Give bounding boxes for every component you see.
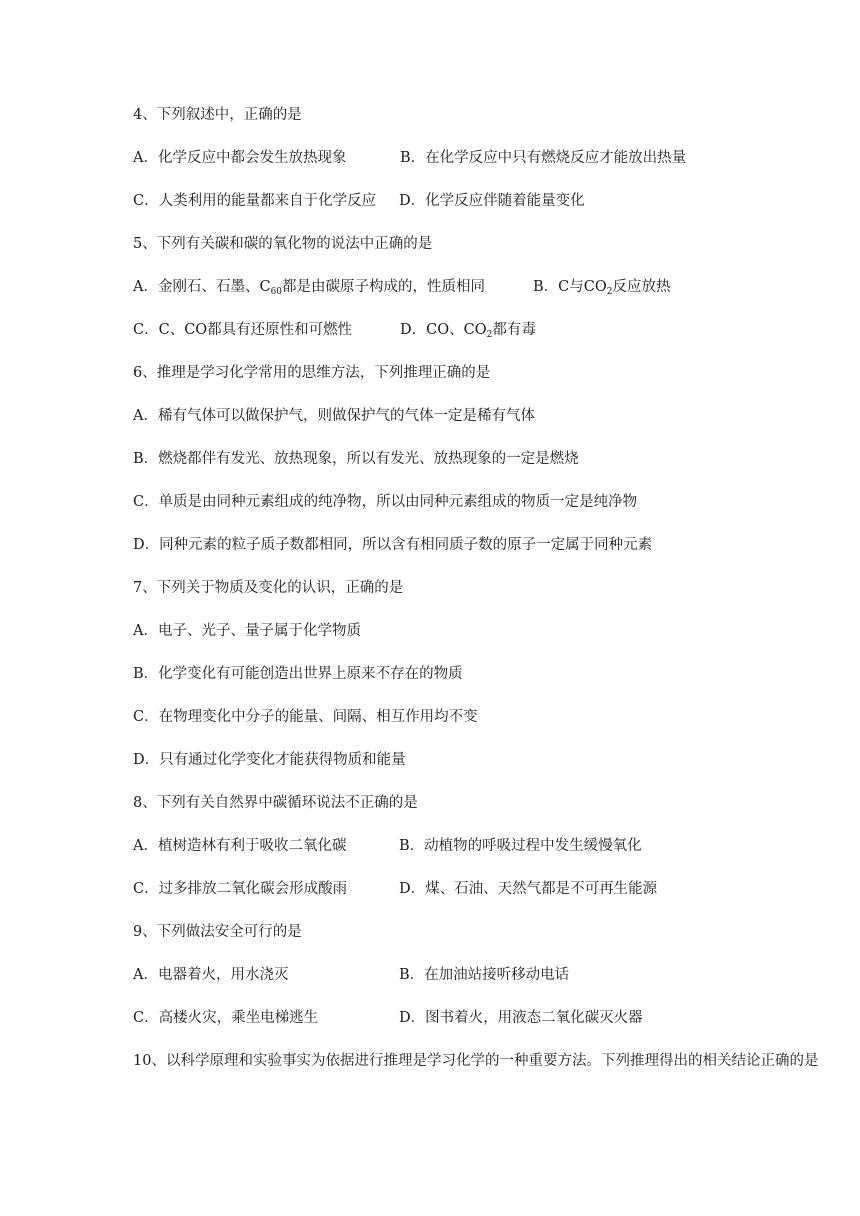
question-9-stem: 9、下列做法安全可行的是: [133, 924, 302, 940]
question-6-option-d: D．同种元素的粒子质子数都相同，所以含有相同质子数的原子一定属于同种元素: [133, 537, 653, 553]
question-7-option-b: B．化学变化有可能创造出世界上原来不存在的物质: [133, 666, 463, 682]
question-6-option-b: B．燃烧都伴有发光、放热现象，所以有发光、放热现象的一定是燃烧: [133, 451, 579, 467]
question-5-option-c: C．C、CO都具有还原性和可燃性: [133, 322, 353, 338]
question-6-stem: 6、推理是学习化学常用的思维方法，下列推理正确的是: [133, 365, 491, 381]
question-5-stem: 5、下列有关碳和碳的氧化物的说法中正确的是: [133, 236, 433, 252]
question-7-option-c: C．在物理变化中分子的能量、间隔、相互作用均不变: [133, 709, 478, 725]
question-9-option-d: D．图书着火，用液态二氧化碳灭火器: [399, 1010, 643, 1026]
question-4-options-row-2: [133, 191, 733, 211]
question-9-options-row-2: [133, 1008, 733, 1028]
question-4-option-a: A．化学反应中都会发生放热现象: [133, 150, 347, 166]
question-6-option-a: A．稀有气体可以做保护气，则做保护气的气体一定是稀有气体: [133, 408, 535, 424]
question-10-stem: 10、以科学原理和实验事实为依据进行推理是学习化学的一种重要方法。下列推理得出的相关结论正确的是: [133, 1053, 819, 1069]
question-8-option-a: A．植树造林有利于吸收二氧化碳: [133, 838, 347, 854]
question-5-options-row-2: [133, 320, 733, 340]
question-9-option-a: A．电器着火，用水浇灭: [133, 967, 289, 983]
question-8-stem: 8、下列有关自然界中碳循环说法不正确的是: [133, 795, 418, 811]
question-4-option-b: B．在化学反应中只有燃烧反应才能放出热量: [400, 150, 687, 166]
question-7-option-d: D．只有通过化学变化才能获得物质和能量: [133, 752, 406, 768]
question-9-option-b: B．在加油站接听移动电话: [399, 967, 570, 983]
question-6-option-c: C．单质是由同种元素组成的纯净物，所以由同种元素组成的物质一定是纯净物: [133, 494, 638, 510]
question-4-options-row-1: [133, 148, 733, 168]
question-7-stem: 7、下列关于物质及变化的认识，正确的是: [133, 580, 404, 596]
question-8-option-d: D．煤、石油、天然气都是不可再生能源: [399, 881, 658, 897]
question-8-options-row-2: [133, 879, 733, 899]
question-8-option-b: B．动植物的呼吸过程中发生缓慢氧化: [399, 838, 642, 854]
question-5-option-b: B．C与$CO_2$反应放热: [533, 279, 671, 297]
question-7-option-a: A．电子、光子、量子属于化学物质: [133, 623, 361, 639]
question-4-option-c: C．人类利用的能量都来自于化学反应: [133, 193, 377, 209]
question-9-options-row-1: [133, 965, 733, 985]
question-5-option-d: D．CO、$CO_2$都有毒: [400, 322, 536, 340]
question-5-option-a: A．金刚石、石墨、$C_{60}$都是由碳原子构成的，性质相同: [133, 279, 486, 297]
question-8-options-row-1: [133, 836, 733, 856]
question-8-option-c: C．过多排放二氧化碳会形成酸雨: [133, 881, 348, 897]
question-9-option-c: C．高楼火灾，乘坐电梯逃生: [133, 1010, 319, 1026]
question-4-option-d: D．化学反应伴随着能量变化: [399, 193, 585, 209]
question-5-options-row-1: [133, 277, 733, 297]
question-4-stem: 4、下列叙述中，正确的是: [133, 107, 302, 123]
